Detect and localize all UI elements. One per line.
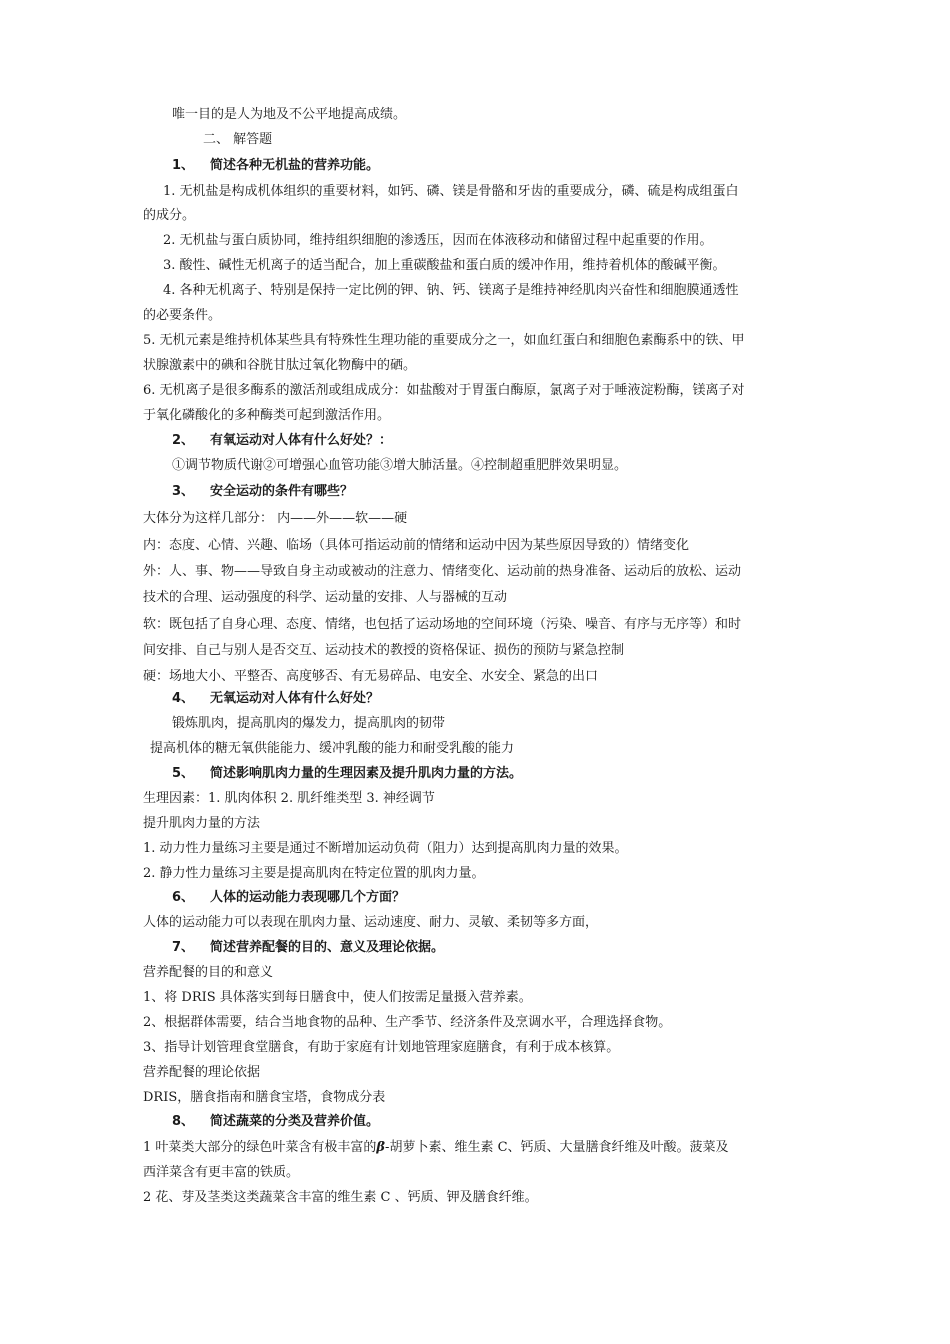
text-line: 内：态度、心情、兴趣、临场（具体可指运动前的情绪和运动中因为某些原因导致的）情绪变化 [143, 538, 690, 553]
text-line: 人体的运动能力可以表现在肌肉力量、运动速度、耐力、灵敏、柔韧等多方面， [143, 915, 599, 930]
text-line: 5. 无机元素是维持机体某些具有特殊性生理功能的重要成分之一，如血红蛋白和细胞色素酶系中的铁、甲 [143, 333, 745, 348]
text-line: ①调节物质代谢②可增强心血管功能③增大肺活量。④控制超重肥胖效果明显。 [172, 458, 628, 473]
question-heading [172, 765, 522, 783]
question-number: 4、 [172, 691, 195, 706]
text-line: 软：既包括了自身心理、态度、情绪，也包括了运动场地的空间环境（污染、噪音、有序与无序等）和时 [143, 617, 742, 632]
question-heading [172, 432, 392, 450]
text-segment: -胡萝卜素、维生素 C、钙质、大量膳食纤维及叶酸。菠菜及 [385, 1140, 729, 1155]
beta-symbol: β [376, 1140, 386, 1155]
text-line: 生理因素：1. 肌肉体积 2. 肌纤维类型 3. 神经调节 [143, 791, 435, 806]
question-number: 8、 [172, 1114, 195, 1129]
text-line: 大体分为这样几部分： 内——外——软——硬 [143, 511, 408, 526]
text-line: 技术的合理、运动强度的科学、运动量的安排、人与器械的互动 [143, 590, 508, 605]
text-line: 状腺激素中的碘和谷胱甘肽过氧化物酶中的硒。 [143, 358, 417, 373]
question-title: 简述影响肌肉力量的生理因素及提升肌肉力量的方法。 [210, 766, 523, 781]
question-heading [172, 157, 379, 175]
text-line: 提高机体的糖无氧供能能力、缓冲乳酸的能力和耐受乳酸的能力 [150, 741, 515, 756]
question-heading [172, 939, 444, 957]
text-line: 1. 动力性力量练习主要是通过不断增加运动负荷（阻力）达到提高肌肉力量的效果。 [143, 841, 628, 856]
question-title: 简述各种无机盐的营养功能。 [210, 158, 380, 173]
text-line: 2. 无机盐与蛋白质协同，维持组织细胞的渗透压，因而在体液移动和储留过程中起重要的作用。 [163, 233, 713, 248]
text-line: 营养配餐的目的和意义 [143, 965, 274, 980]
text-line: 于氧化磷酸化的多种酶类可起到激活作用。 [143, 408, 391, 423]
text-line: 锻炼肌肉，提高肌肉的爆发力，提高肌肉的韧带 [172, 716, 446, 731]
question-number: 5、 [172, 766, 195, 781]
question-number: 7、 [172, 940, 195, 955]
text-line: 2 花、芽及茎类这类蔬菜含丰富的维生素 C 、钙质、钾及膳食纤维。 [143, 1190, 538, 1205]
text-line: 1. 无机盐是构成机体组织的重要材料，如钙、磷、镁是骨骼和牙齿的重要成分，磷、硫是构成组蛋白 [163, 184, 739, 199]
question-title: 安全运动的条件有哪些？ [210, 484, 354, 499]
question-number: 3、 [172, 484, 195, 499]
text-line: 的必要条件。 [143, 308, 222, 323]
text-line: 提升肌肉力量的方法 [143, 816, 261, 831]
question-heading [172, 483, 353, 501]
question-title: 有氧运动对人体有什么好处？： [210, 433, 393, 448]
question-title: 无氧运动对人体有什么好处？ [210, 691, 380, 706]
question-title: 简述蔬菜的分类及营养价值。 [210, 1114, 380, 1129]
text-segment: 1 叶菜类大部分的绿色叶菜含有极丰富的 [143, 1140, 377, 1155]
text-line: 西洋菜含有更丰富的铁质。 [143, 1165, 300, 1180]
question-number: 2、 [172, 433, 195, 448]
text-line: 3、指导计划管理食堂膳食，有助于家庭有计划地管理家庭膳食，有利于成本核算。 [143, 1040, 620, 1055]
text-line: 2、根据群体需要，结合当地食物的品种、生产季节、经济条件及烹调水平，合理选择食物。 [143, 1015, 672, 1030]
question-heading [172, 889, 405, 907]
text-line: 3. 酸性、碱性无机离子的适当配合，加上重碳酸盐和蛋白质的缓冲作用，维持着机体的酸碱平衡。 [163, 258, 726, 273]
text-line: DRIS，膳食指南和膳食宝塔，食物成分表 [143, 1090, 386, 1105]
question-number: 6、 [172, 890, 195, 905]
text-line: 4. 各种无机离子、特别是保持一定比例的钾、钠、钙、镁离子是维持神经肌肉兴奋性和细胞膜通透性 [163, 283, 739, 298]
question-title: 简述营养配餐的目的、意义及理论依据。 [210, 940, 445, 955]
question-title: 人体的运动能力表现哪几个方面？ [210, 890, 406, 905]
section-heading: 二、 解答题 [203, 132, 273, 147]
text-line: 唯一目的是人为地及不公平地提高成绩。 [172, 107, 407, 122]
question-number: 1、 [172, 158, 195, 173]
question-heading [172, 690, 379, 708]
text-line: 2. 静力性力量练习主要是提高肌肉在特定位置的肌肉力量。 [143, 866, 485, 881]
text-line [143, 1139, 729, 1157]
text-line: 的成分。 [143, 208, 196, 223]
text-line: 1、将 DRIS 具体落实到每日膳食中，使人们按需足量摄入营养素。 [143, 990, 532, 1005]
text-line: 外：人、事、物——导致自身主动或被动的注意力、情绪变化、运动前的热身准备、运动后的放松、运动 [143, 564, 742, 579]
text-line: 间安排、自己与别人是否交互、运动技术的教授的资格保证、损伤的预防与紧急控制 [143, 643, 625, 658]
text-line: 6. 无机离子是很多酶系的激活剂或组成成分：如盐酸对于胃蛋白酶原，氯离子对于唾液淀粉酶，镁离子对 [143, 383, 745, 398]
question-heading [172, 1113, 379, 1131]
text-line: 硬：场地大小、平整否、高度够否、有无易碎品、电安全、水安全、紧急的出口 [143, 669, 599, 684]
text-line: 营养配餐的理论依据 [143, 1065, 261, 1080]
